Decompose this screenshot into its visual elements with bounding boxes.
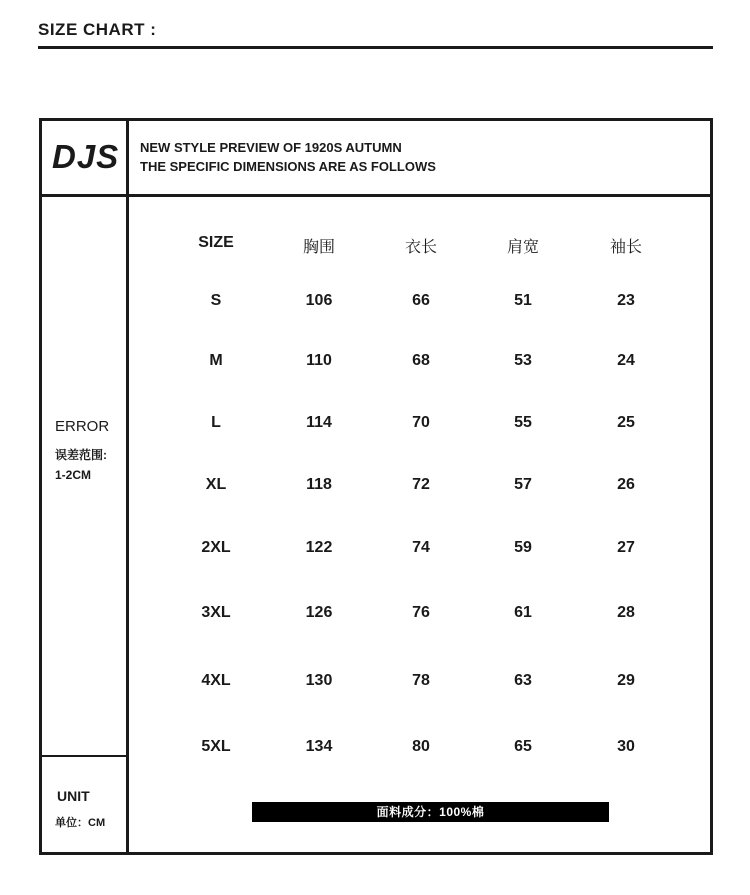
table-cell-size: 5XL [201, 738, 231, 755]
table-cell-chest: 134 [305, 738, 333, 755]
table-cell-size: 4XL [201, 672, 231, 689]
table-cell-length: 66 [412, 292, 430, 309]
column-header-length: 衣长 [404, 239, 437, 256]
size-chart-title: SIZE CHART : [38, 20, 157, 39]
table-cell-size: M [209, 352, 223, 369]
unit-label: UNIT [57, 788, 90, 804]
table-cell-shoulder: 63 [514, 672, 532, 689]
table-cell-chest: 106 [305, 292, 333, 309]
table-cell-length: 72 [412, 476, 430, 493]
table-cell-size: L [211, 414, 221, 431]
table-cell-size: XL [205, 476, 227, 493]
table-cell-sleeve: 29 [617, 672, 635, 689]
table-cell-sleeve: 30 [617, 738, 635, 755]
table-cell-shoulder: 65 [514, 738, 532, 755]
column-divider [126, 118, 129, 855]
table-cell-shoulder: 55 [514, 414, 532, 431]
table-cell-sleeve: 25 [617, 414, 635, 431]
column-header-size: SIZE [198, 234, 234, 251]
fabric-composition-bar: 面料成分：100%棉 [252, 802, 609, 822]
headline-line-2: THE SPECIFIC DIMENSIONS ARE AS FOLLOWS [140, 159, 436, 174]
error-label: ERROR [55, 418, 110, 435]
brand-logo: DJS [52, 138, 120, 175]
table-cell-shoulder: 53 [514, 352, 532, 369]
table-cell-sleeve: 26 [617, 476, 635, 493]
table-cell-shoulder: 61 [514, 604, 532, 621]
unit-divider [39, 755, 127, 757]
table-cell-length: 74 [412, 539, 430, 556]
table-cell-length: 80 [412, 738, 430, 755]
table-cell-length: 70 [412, 414, 430, 431]
table-cell-length: 68 [412, 352, 430, 369]
table-cell-chest: 130 [305, 672, 333, 689]
table-cell-shoulder: 51 [514, 292, 532, 309]
table-cell-chest: 114 [306, 414, 332, 431]
column-header-sleeve: 袖长 [609, 239, 642, 256]
table-cell-sleeve: 24 [617, 352, 635, 369]
table-cell-chest: 122 [305, 539, 333, 556]
table-cell-size: 2XL [201, 539, 231, 556]
error-range-value: 1-2CM [55, 468, 92, 482]
error-range-label: 误差范围: [55, 448, 107, 462]
table-cell-shoulder: 59 [514, 539, 532, 556]
table-cell-sleeve: 23 [617, 292, 635, 309]
column-header-chest: 胸围 [302, 239, 335, 256]
table-cell-size: S [210, 292, 222, 309]
headline-line-1: NEW STYLE PREVIEW OF 1920S AUTUMN [140, 140, 402, 155]
table-cell-length: 76 [412, 604, 430, 621]
table-cell-length: 78 [412, 672, 430, 689]
table-cell-shoulder: 57 [514, 476, 532, 493]
table-cell-sleeve: 27 [617, 539, 635, 556]
unit-value: 单位：CM [55, 817, 106, 829]
table-cell-chest: 126 [305, 604, 333, 621]
table-cell-sleeve: 28 [617, 604, 635, 621]
column-header-shoulder: 肩宽 [506, 239, 539, 256]
table-cell-chest: 118 [306, 476, 332, 493]
title-underline [38, 46, 713, 49]
header-divider [39, 194, 713, 197]
table-cell-chest: 110 [306, 352, 332, 369]
table-cell-size: 3XL [201, 604, 231, 621]
